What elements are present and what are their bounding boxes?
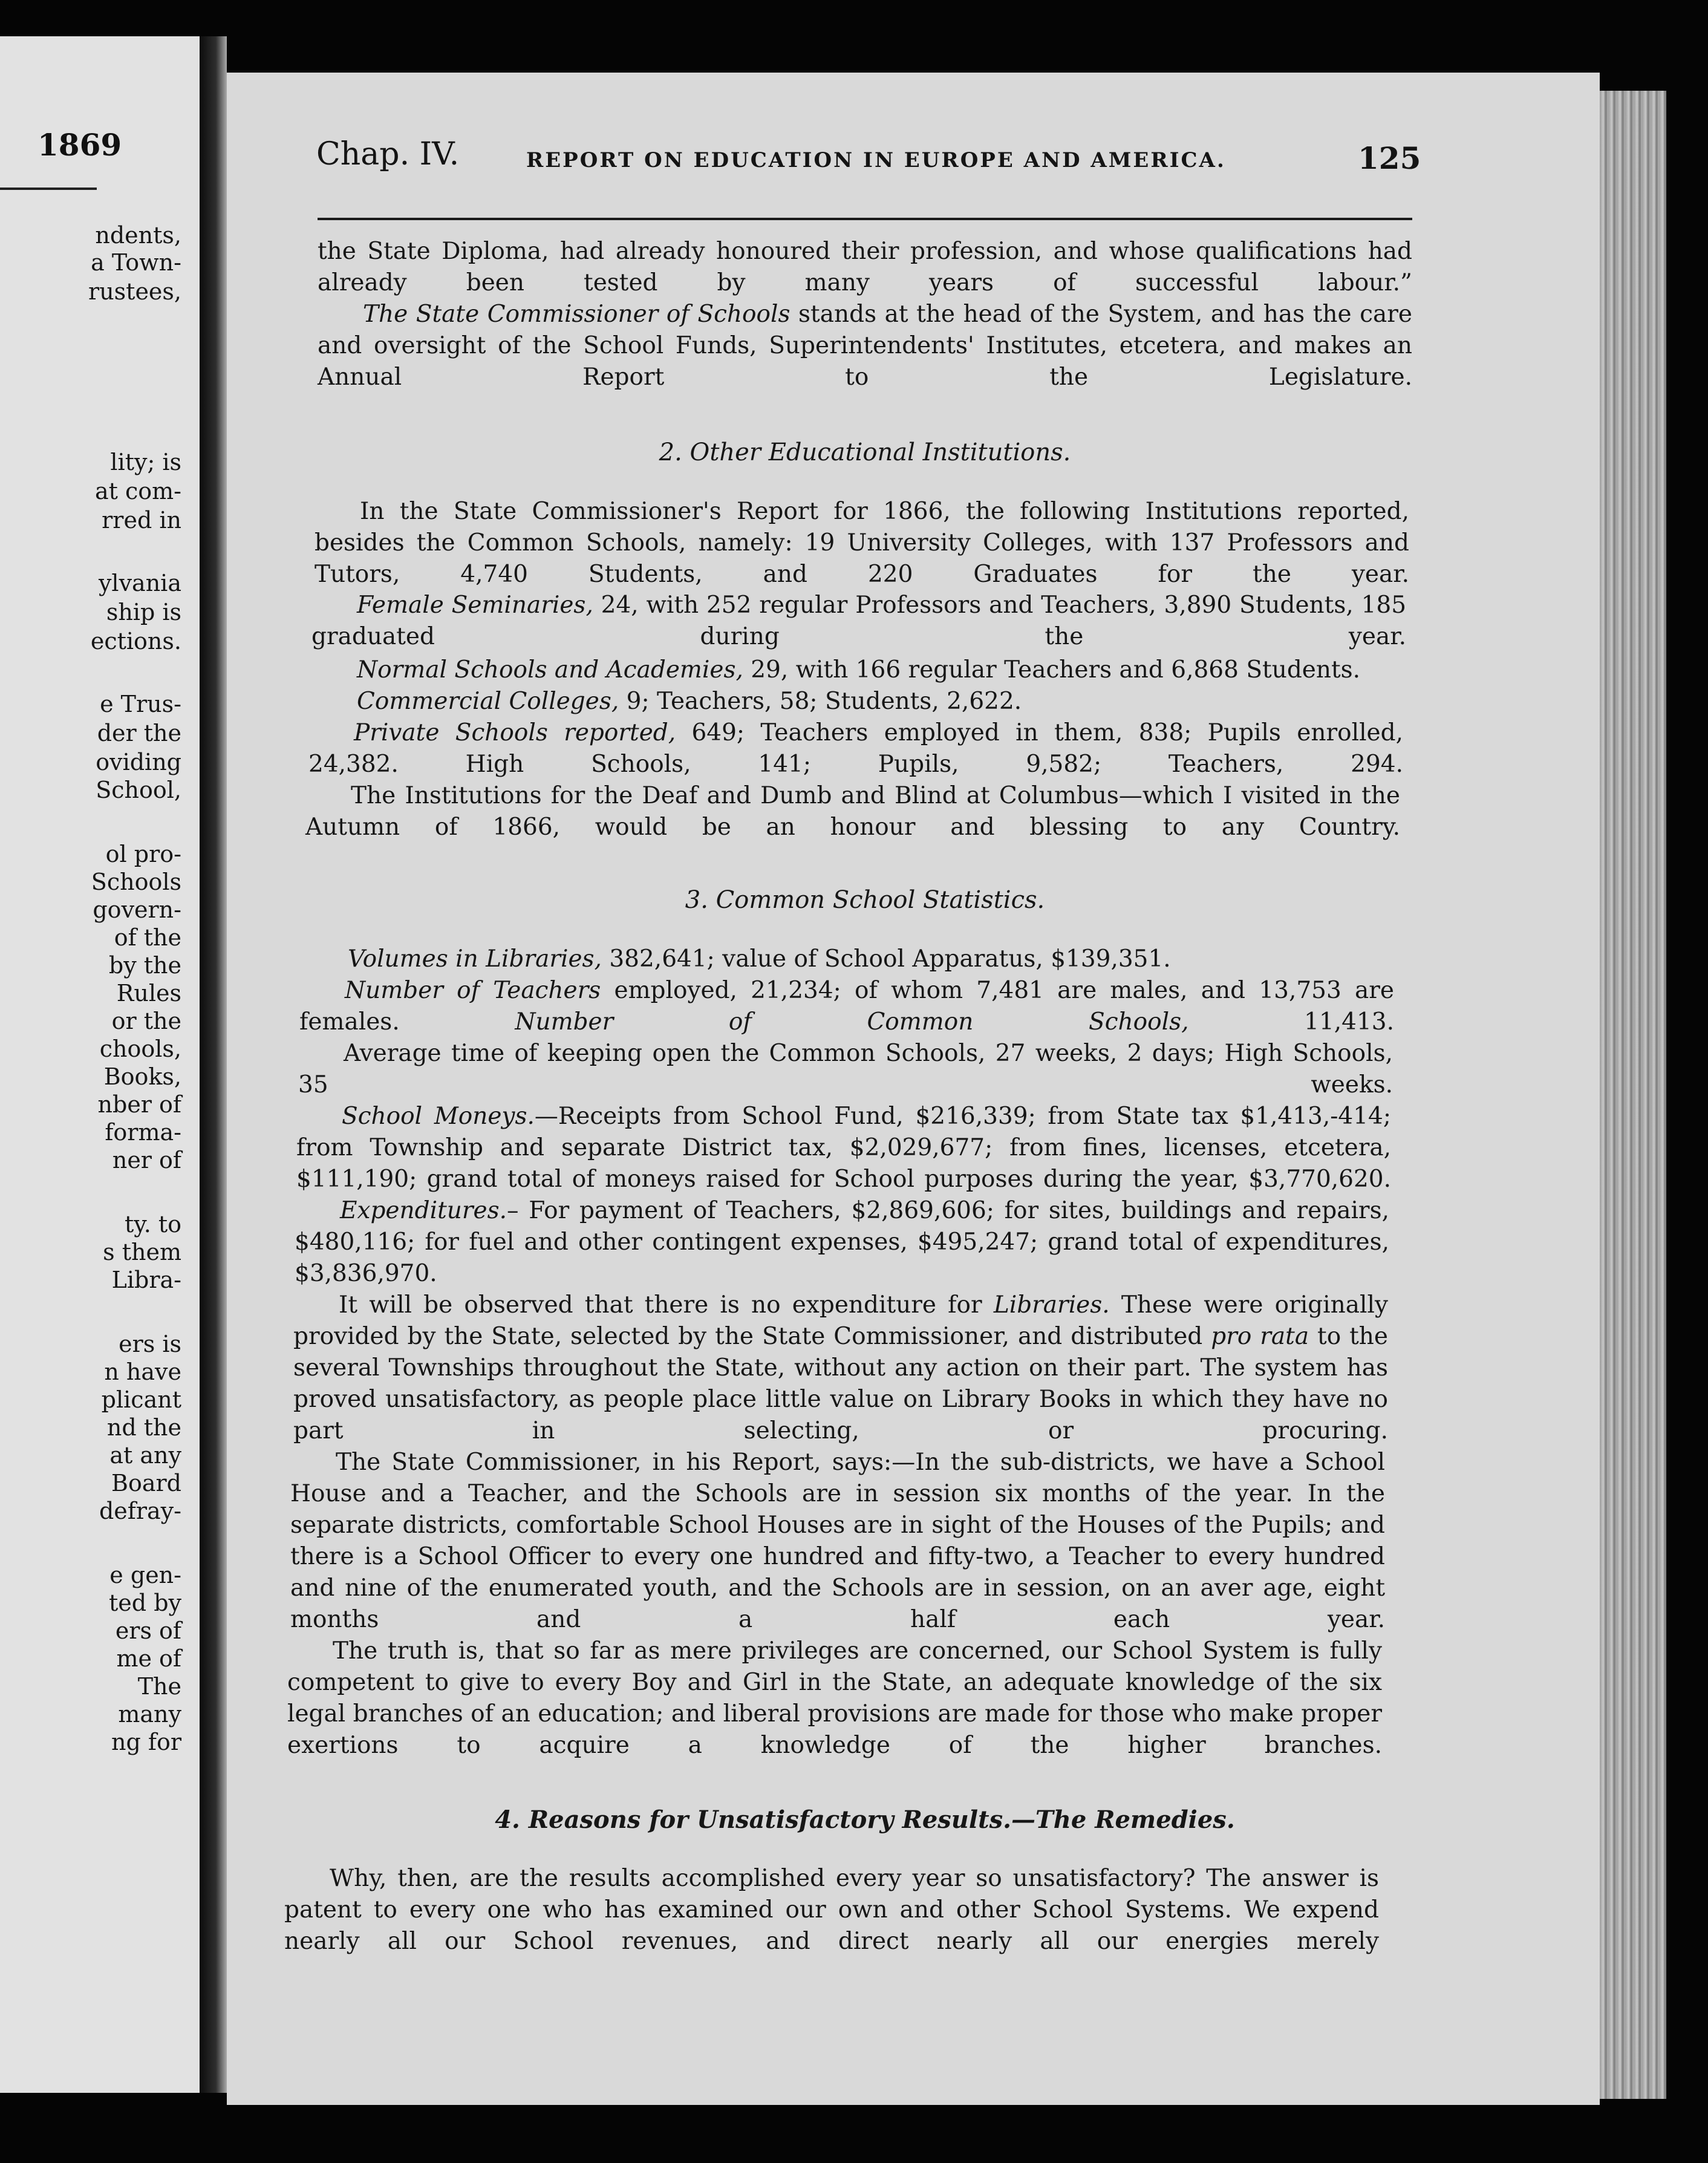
page <box>227 73 1600 2105</box>
left-page-line: e Trus- <box>100 691 181 717</box>
left-page-header-rule <box>0 188 97 190</box>
left-page-line: a Town- <box>91 249 181 276</box>
left-page-line: ted by <box>109 1590 181 1616</box>
left-page-line: of the <box>114 924 181 951</box>
paragraph: Female Seminaries, 24, with 252 regular Professors and Teachers, 3,890 Students, 185 graduated during the year. <box>311 592 1407 650</box>
left-page-line: lity; is <box>110 449 181 475</box>
left-page-line: ections. <box>90 628 181 654</box>
left-page-line: nber of <box>97 1091 181 1118</box>
left-page-line: School, <box>96 777 181 803</box>
paragraph: Expenditures.– For payment of Teachers, $2,869,606; for sites, buildings and repairs, $480,116; for fuel and other contingent expenses, $495,247; grand total of expenditures, $3,836,970. <box>295 1197 1389 1287</box>
left-page-line: ers is <box>119 1331 181 1357</box>
running-title: REPORT ON EDUCATION IN EUROPE AND AMERICA. <box>526 148 1226 172</box>
left-page-line: Rules <box>116 980 181 1006</box>
paragraph: The truth is, that so far as mere privileges are concerned, our School System is fully competent to give to every Boy and Girl in the State, an adequate knowledge of the six legal branches of an education; and liberal provisions are made for those who make proper exertions to acquire a knowledge of the higher branches. <box>287 1637 1382 1759</box>
left-page-line: The <box>137 1673 181 1700</box>
left-page-line: Books, <box>103 1063 181 1090</box>
section-heading: 3. Common School Statistics. <box>685 886 1045 914</box>
paragraph: Normal Schools and Academies, 29, with 166 regular Teachers and 6,868 Students. <box>357 656 1361 683</box>
left-page-line: ty. to <box>125 1211 181 1238</box>
paragraph: the State Diploma, had already honoured their profession, and whose qualifications had already been tested by many years of successful labour.” <box>318 238 1412 296</box>
paragraph: Average time of keeping open the Common Schools, 27 weeks, 2 days; High Schools, 35 weeks. <box>298 1040 1393 1098</box>
left-page-line: ndents, <box>95 222 181 249</box>
paragraph: Private Schools reported, 649; Teachers employed in them, 838; Pupils enrolled, 24,382. High Schools, 141; Pupils, 9,582; Teachers, 294. <box>308 719 1403 778</box>
paragraph: The Institutions for the Deaf and Dumb and Blind at Columbus—which I visited in the Autumn of 1866, would be an honour and blessing to any Country. <box>305 782 1400 841</box>
paragraph: Volumes in Libraries, 382,641; value of School Apparatus, $139,351. <box>348 945 1171 973</box>
left-page-line: many <box>118 1701 181 1727</box>
left-page-line: rustees, <box>88 278 181 305</box>
page-edges <box>1600 91 1666 2099</box>
paragraph: In the State Commissioner's Report for 1866, the following Institutions reported, besides the Common Schools, namely: 19 University Colleges, with 137 Professors and Tutors, 4,740 Students, and 220 Graduates for the year. <box>315 498 1409 588</box>
section-heading: 4. Reasons for Unsatisfactory Results.—The Remedies. <box>495 1806 1235 1834</box>
header-rule <box>318 218 1412 220</box>
left-page-line: plicant <box>101 1386 181 1413</box>
left-page-line: der the <box>97 720 181 746</box>
left-page-line: ol pro- <box>105 841 181 867</box>
left-page-line: Schools <box>91 869 181 895</box>
paragraph: Why, then, are the results accomplished every year so unsatisfactory? The answer is patent to every one who has examined our own and other School Systems. We expend nearly all our School revenues, and direct nearly all our energies merely <box>284 1865 1379 1955</box>
book-gutter <box>200 36 227 2093</box>
left-page-line: by the <box>108 952 181 979</box>
left-page-line: govern- <box>93 896 181 923</box>
left-page-year: 1869 <box>37 127 122 163</box>
left-page-line: ylvania <box>98 570 181 596</box>
left-page-line: rred in <box>102 507 181 533</box>
left-page-line: ship is <box>106 599 181 625</box>
paragraph: It will be observed that there is no expenditure for Libraries. These were originally provided by the State, selected by the State Commissioner, and distributed pro rata to the several Townships throughout the State, without any action on their part. The system has proved unsatisfactory, as people place little value on Library Books in which they have no part in selecting, or procuring. <box>293 1291 1388 1444</box>
left-page-line: at any <box>109 1442 181 1469</box>
left-page-line: ner of <box>112 1147 181 1173</box>
left-page-line: oviding <box>96 749 181 775</box>
page-number: 125 <box>1358 140 1421 176</box>
paragraph: The State Commissioner of Schools stands at the head of the System, and has the care and oversight of the School Funds, Superintendents' Institutes, etcetera, and makes an Annual Report to the Legislature. <box>318 301 1413 391</box>
left-page-line: Board <box>111 1470 181 1496</box>
left-page-line: at com- <box>94 478 181 504</box>
left-page-line: ers of <box>115 1617 181 1644</box>
section-heading: 2. Other Educational Institutions. <box>659 439 1071 466</box>
left-page-line: me of <box>116 1645 181 1672</box>
left-page-line: forma- <box>105 1119 181 1146</box>
paragraph: Commercial Colleges, 9; Teachers, 58; Students, 2,622. <box>357 688 1022 715</box>
left-page-line: chools, <box>99 1036 181 1062</box>
left-page-line: or the <box>111 1008 181 1034</box>
left-page-line: s them <box>103 1239 181 1265</box>
paragraph: The State Commissioner, in his Report, says:—In the sub-districts, we have a School House and a Teacher, and the Schools are in session six months of the year. In the separate districts, comfortable School Houses are in sight of the Houses of the Pupils; and there is a School Officer to every one hundred and fifty-two, a Teacher to every hundred and nine of the enumerated youth, and the Schools are in session, on an aver age, eight months and a half each year. <box>290 1449 1385 1633</box>
left-page-fragment <box>0 36 200 2093</box>
left-page-line: n have <box>104 1359 181 1385</box>
left-page-line: e gen- <box>109 1562 181 1588</box>
left-page-line: defray- <box>99 1498 181 1524</box>
left-page-line: ng for <box>111 1729 181 1755</box>
paragraph: Number of Teachers employed, 21,234; of whom 7,481 are males, and 13,753 are females. Number of Common Schools, 11,413. <box>299 977 1395 1036</box>
paragraph: School Moneys.—Receipts from School Fund, $216,339; from State tax $1,413,-414; from Township and separate District tax, $2,029,677; from fines, licenses, etcetera, $111,190; grand total of moneys raised for School purposes during the year, $3,770,620. <box>296 1103 1392 1193</box>
chapter-label: Chap. IV. <box>316 136 460 172</box>
left-page-line: nd the <box>106 1414 181 1441</box>
left-page-line: Libra- <box>111 1267 181 1293</box>
